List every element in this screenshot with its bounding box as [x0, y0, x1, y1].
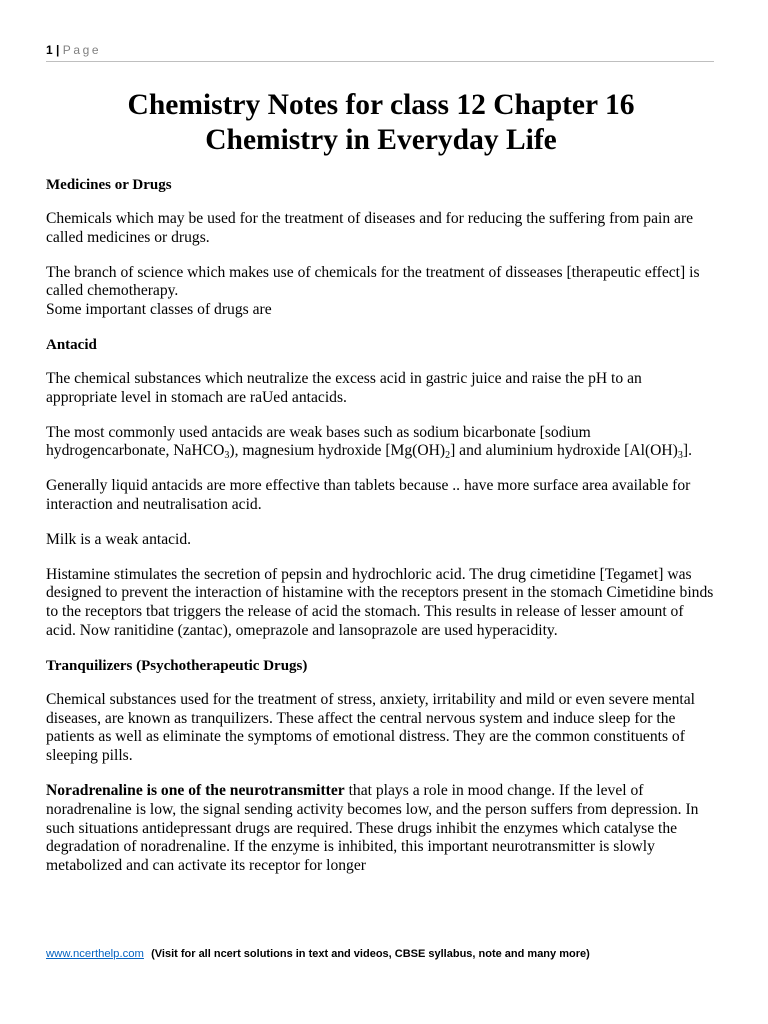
page-footer — [46, 948, 590, 960]
paragraph: Chemicals which may be used for the treatment of diseases and for reducing the suffering from pain are called medicines or drugs. — [46, 210, 694, 246]
page-label: Page — [62, 43, 102, 57]
page-number: 1 — [46, 43, 53, 57]
document-body — [46, 88, 716, 892]
document-title — [46, 88, 716, 158]
page-header — [46, 43, 714, 62]
heading-antacid: Antacid — [46, 336, 97, 353]
paragraph-antacids-list: The most commonly used antacids are weak bases such as sodium bicarbonate [sodium hydrogencarbonate, NaHCO$_3$), magnesium hydroxide $[Mg(OH)_2]$ and aluminium hydroxide $[Al(OH)_3]$. — [46, 423, 692, 462]
paragraph: Histamine stimulates the secretion of pepsin and hydrochloric acid. The drug cimetidine [Tegamet] was designed to prevent the interaction of histamine with the receptors present in the stomach Cimetidine binds to the receptors tbat triggers the release of acid the stomach. This results in release of lesser amount of acid. Now ranitidine (zantac), omeprazole and lansoprazole are used hyperacidity. — [46, 565, 714, 639]
paragraph: The chemical substances which neutralize the excess acid in gastric juice and raise the pH to an appropriate level in stomach are raUed antacids. — [46, 369, 642, 406]
paragraph: Chemical substances used for the treatment of stress, anxiety, irritability and mild or even severe mental diseases, are known as tranquilizers. These affect the central nervous system and induce sleep for the patients as well as eliminate the symptoms of emotional distress. They are the common constituents of sleeping pills. — [46, 690, 695, 765]
footer-note: (Visit for all ncert solutions in text and videos, CBSE syllabus, note and many more) — [151, 948, 590, 960]
paragraph: Some important classes of drugs are — [46, 301, 272, 319]
heading-tranquilizers: Tranquilizers (Psychotherapeutic Drugs) — [46, 657, 308, 674]
title-line-2: Chemistry in Everyday Life — [205, 124, 557, 156]
page-separator: | — [56, 43, 60, 57]
paragraph: Generally liquid antacids are more effective than tablets because .. have more surface area available for interaction and neutralisation acid. — [46, 477, 691, 513]
website-link[interactable]: www.ncerthelp.com — [46, 948, 144, 960]
heading-medicines: Medicines or Drugs — [46, 177, 172, 193]
paragraph: Milk is a weak antacid. — [46, 530, 192, 548]
paragraph-noradrenaline: Noradrenaline is one of the neurotransmitter that plays a role in mood change. If the level of noradrenaline is low, the signal sending activity becomes low, and the person suffers from depression. In such situations antidepressant drugs are required. These drugs inhibit the enzymes which catalyse the degradation of noradrenaline. If the enzyme is inhibited, this important neurotransmitter is slowly metabolized and can activate its receptor for longer — [46, 781, 699, 875]
title-line-1: Chemistry Notes for class 12 Chapter 16 — [127, 89, 635, 121]
paragraph: The branch of science which makes use of chemicals for the treatment of disseases [therapeutic effect] is called chemotherapy. — [46, 263, 700, 300]
